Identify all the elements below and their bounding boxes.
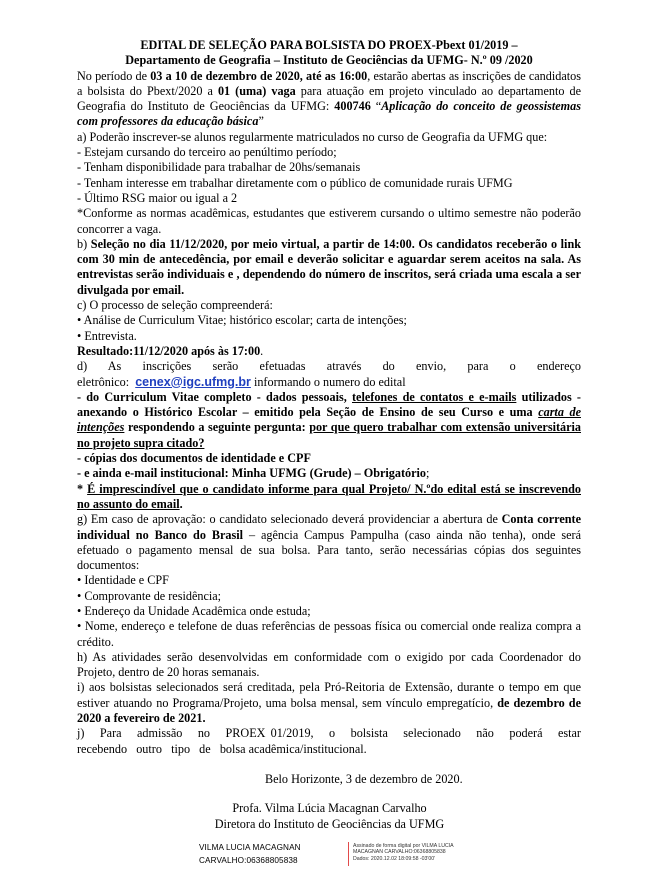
signature-stamp-mark [348, 842, 349, 866]
documents-question: por que quero trabalhar com extensão universitária no projeto supra citado? [77, 420, 581, 450]
signer-name: Profa. Vilma Lúcia Macagnan Carvalho [232, 801, 427, 815]
required-document-item: • Nome, endereço e telefone de duas referências de pessoas física ou comercial onde realiza compra a crédito. [77, 619, 581, 649]
project-title: Aplicação do conceito de geossistemas com professores da educação básica [77, 99, 581, 129]
required-document-item: • Endereço da Unidade Acadêmica onde estuda; [77, 603, 311, 618]
section-h: h) As atividades serão desenvolvidas em conformidade com o exigido por cada Coordenador do Projeto, dentro de 20 horas semanais. [77, 649, 581, 680]
important-notice: É imprescindível que o candidato informe para qual Projeto/ N.ºdo edital está se inscrevendo no assunto do email [77, 481, 581, 511]
digital-note-line-2: MACAGNAN CARVALHO:06368805838 [353, 849, 446, 856]
section-i [77, 680, 581, 726]
place-date: Belo Horizonte, 3 de dezembro de 2020. [265, 772, 463, 786]
intro-text-3: para atuação em projeto vinculado ao departamento de Geografia do Instituto de Geociências da UFMG: [77, 83, 581, 114]
edital-title [77, 38, 581, 69]
section-j-line-2: recebendo outro tipo de bolsa acadêmica/institucional. [77, 741, 367, 756]
requirement-item: - Tenham disponibilidade para trabalhar de 20hs/semanais [77, 160, 361, 175]
documents-text-3: utilizados - anexando o Histórico Escolar – emitido pela Seção de Ensino de seu Curso e uma [77, 389, 581, 420]
section-a-intro: a) Poderão inscrever-se alunos regularmente matriculados no curso de Geografia da UFMG que: [77, 129, 548, 144]
documents-copies: - cópias dos documentos de identidade e CPF [77, 451, 311, 466]
documents-text-5: respondendo a seguinte pergunta: [124, 420, 310, 435]
intro-text-2: , estarão abertas as inscrições de candidatos a bolsista do Pbext/2020 a [77, 68, 581, 98]
bank-account: Conta corrente individual no Banco do Brasil [77, 512, 581, 542]
title-line-2: Departamento de Geografia – Instituto de Geociências da UFMG- N.º 09 /2020 [125, 53, 533, 68]
signature-block [0, 801, 659, 832]
digital-note-line-3: Dados: 2020.12.02 18:09:58 -03'00' [353, 855, 436, 862]
selection-item: • Entrevista. [77, 328, 137, 343]
documents-contacts: telefones de contatos e e-mails [352, 389, 517, 404]
digital-signature-note [353, 843, 493, 862]
intro-text-4: “ [370, 99, 382, 114]
section-c-intro: c) O processo de seleção compreenderá: [77, 298, 273, 313]
section-d-suffix: informando o numero do edital [250, 374, 406, 389]
inscription-period: 03 a 10 de dezembro de 2020, até as 16:00 [150, 68, 368, 83]
required-document-item: • Identidade e CPF [77, 573, 169, 588]
intro-paragraph [77, 69, 581, 130]
section-a-note: *Conforme as normas acadêmicas, estudantes que estiverem cursando o ultimo semestre não poderão concorrer a vaga. [77, 206, 581, 236]
selection-item: • Análise de Curriculum Vitae; histórico escolar; carta de intenções; [77, 313, 407, 328]
section-b [77, 237, 581, 298]
project-code: 400746 [334, 99, 371, 114]
institutional-email: - e ainda e-mail institucional: Minha UFMG (Grude) – Obrigatório [77, 466, 427, 481]
vacancy-count: 01 (uma) vaga [217, 83, 296, 98]
important-star: * [77, 481, 88, 496]
intro-text-1: No período de [77, 68, 151, 83]
documents-text-1: - do Curriculum Vitae completo - dados pessoais, [77, 389, 352, 404]
result-end: . [260, 343, 264, 358]
section-b-text: Seleção no dia 11/12/2020, por meio virtual, a partir de 14:00. Os candidatos receberão o link com 30 min de antecedência, por email e deverão solicitar e aguardar serem aceitos na sala. As entrevistas serão individuais e , dependendo do número de inscritos, será criada uma escala a ser divulgada por email. [77, 236, 581, 297]
edital-body [77, 38, 581, 757]
section-c [77, 298, 581, 359]
section-i-text: i) aos bolsistas selecionados será creditada, pela Pró-Reitoria de Extensão, durante o tempo em que estiver atuando no Programa/Projeto, uma bolsa mensal, sem vínculo empregatício, [77, 680, 581, 710]
digital-signer-line-1: VILMA LUCIA MACAGNAN [199, 843, 301, 852]
section-g-text-2: – agência Campus Pampulha (caso ainda não tenha), onde será efetuado o pagamento mensal de sua bolsa. Para tanto, serão necessárias cópias dos seguintes documentos: [77, 527, 581, 573]
digital-note-line-1: Assinado de forma digital por VILMA LUCIA [353, 843, 454, 849]
section-d-documents [77, 390, 581, 451]
section-b-prefix: b) [77, 236, 91, 251]
section-j [77, 726, 581, 757]
section-g [77, 512, 581, 650]
requirement-item: - Tenham interesse em trabalhar diretamente com o público de comunidade rurais UFMG [77, 175, 513, 190]
contact-email-link[interactable]: cenex@igc.ufmg.br [135, 374, 251, 389]
title-line-1: EDITAL DE SELEÇÃO PARA BOLSISTA DO PROEX-Pbext 01/2019 – [140, 38, 518, 52]
institutional-email-end: ; [426, 466, 430, 481]
section-a [77, 130, 581, 237]
documents-intent-letter: carta de intenções [77, 405, 581, 435]
result-date: Resultado:11/12/2020 após às 17:00 [77, 343, 261, 358]
digital-signer-id [199, 842, 301, 867]
section-d-line-1: d) As inscrições serão efetuadas através do envio, para o endereço [77, 359, 581, 374]
important-end: . [179, 496, 183, 511]
scholarship-period: de dezembro de 2020 a fevereiro de 2021. [77, 695, 581, 726]
required-document-item: • Comprovante de residência; [77, 588, 222, 603]
requirement-item: - Último RSG maior ou igual a 2 [77, 190, 238, 205]
intro-text-5: ” [258, 114, 264, 129]
section-d [77, 359, 581, 512]
signer-role: Diretora do Instituto de Geociências da UFMG [214, 816, 445, 831]
section-d-prefix: eletrônico: [77, 374, 136, 389]
section-j-line-1: j) Para admissão no PROEX 01/2019, o bolsista selecionado não poderá estar [77, 726, 581, 741]
requirement-item: - Estejam cursando do terceiro ao penúltimo período; [77, 145, 337, 160]
digital-signer-line-2: CARVALHO:06368805838 [199, 855, 298, 865]
section-g-text-1: g) Em caso de aprovação: o candidato selecionado deverá providenciar a abertura de [77, 512, 502, 527]
